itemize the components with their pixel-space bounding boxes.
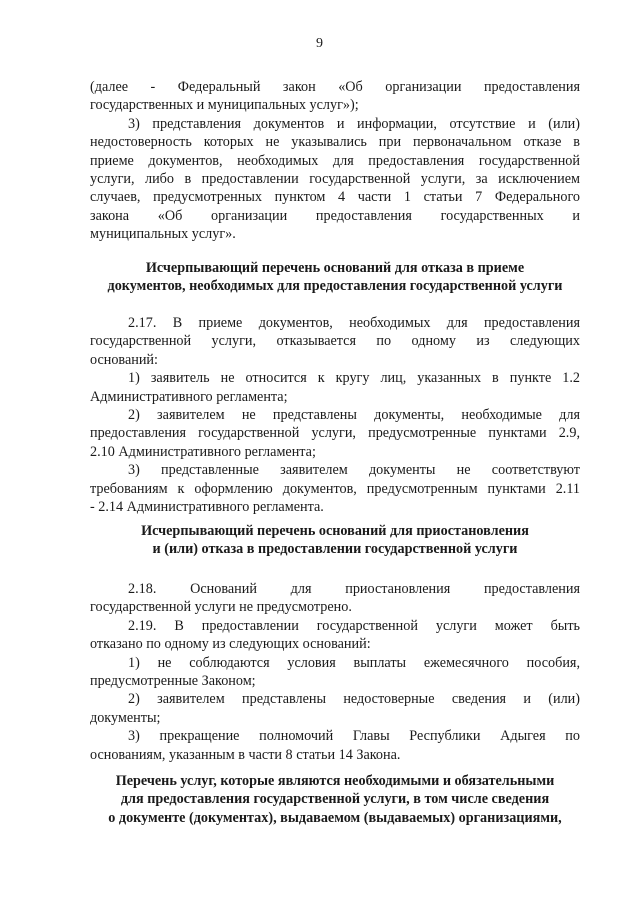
text-line: закона «Об организации предоставления государственных и	[90, 207, 580, 224]
text-line: государственной услуги, отказывается по одному из следующих	[90, 333, 580, 350]
intro-paragraph	[90, 78, 580, 244]
text-line: приеме документов, необходимых для предоставления государственной	[90, 152, 580, 169]
text-line: 3) прекращение полномочий Главы Республики Адыгея по	[128, 728, 580, 745]
heading-line: для предоставления государственной услуги, в том числе сведения	[120, 791, 550, 808]
text-line: (далее - Федеральный закон «Об организации предоставления	[90, 79, 580, 95]
text-line: 2.19. В предоставлении государственной услуги может быть	[128, 617, 580, 634]
text-line: муниципальных услуг».	[90, 226, 236, 243]
section-2-17	[90, 314, 580, 516]
text-line: 2) заявителем представлены недостоверные сведения и (или)	[128, 691, 580, 708]
section-2-18-2-19	[90, 580, 580, 764]
section-heading-required-services	[70, 772, 600, 827]
text-line: 2.10 Административного регламента;	[90, 443, 316, 460]
text-line: оснований:	[90, 351, 158, 368]
section-heading-refusal-documents	[70, 259, 600, 296]
text-line: 3) представления документов и информации, отсутствие и (или)	[128, 115, 580, 132]
text-line: предусмотренные Законом;	[90, 673, 256, 690]
text-line: 1) заявитель не относится к кругу лиц, указанных в пункте 1.2	[128, 370, 580, 387]
text-line: 2.18. Оснований для приостановления предоставления	[128, 581, 580, 597]
heading-line: Исчерпывающий перечень оснований для приостановления	[141, 523, 529, 539]
text-line: услуги, либо в предоставлении государственной услуги, за исключением	[90, 171, 580, 188]
text-line: 1) не соблюдаются условия выплаты ежемесячного пособия,	[128, 654, 580, 671]
heading-line: Исчерпывающий перечень оснований для отказа в приеме	[145, 260, 525, 276]
text-line: основаниям, указанным в части 8 статьи 14 Закона.	[90, 746, 401, 763]
text-line: требованиям к оформлению документов, предусмотренным пунктами 2.11	[90, 480, 580, 497]
text-line: 2) заявителем не представлены документы, необходимые для	[128, 407, 580, 424]
text-line: 2.17. В приеме документов, необходимых для предоставления	[128, 315, 580, 331]
text-line: государственных и муниципальных услуг»);	[90, 97, 359, 114]
text-line: отказано по одному из следующих оснований:	[90, 636, 371, 653]
heading-line: документов, необходимых для предоставления государственной услуги	[107, 278, 563, 295]
text-line: - 2.14 Административного регламента.	[90, 499, 324, 516]
text-line: государственной услуги не предусмотрено.	[90, 599, 352, 616]
text-line: случаев, предусмотренных пунктом 4 части 1 статьи 7 Федерального	[90, 189, 580, 206]
heading-line: и (или) отказа в предоставлении государственной услуги	[152, 541, 518, 558]
page-number: 9	[316, 36, 323, 51]
heading-line: Перечень услуг, которые являются необходимыми и обязательными	[115, 773, 555, 789]
text-line: документы;	[90, 709, 161, 726]
text-line: 3) представленные заявителем документы не соответствуют	[128, 462, 580, 479]
heading-line: о документе (документах), выдаваемом (выдаваемых) организациями,	[108, 809, 562, 826]
text-line: Административного регламента;	[90, 388, 288, 405]
text-line: недостоверность которых не указывались при первоначальном отказе в	[90, 134, 580, 151]
text-line: предоставления государственной услуги, предусмотренные пунктами 2.9,	[90, 425, 580, 442]
section-heading-suspension-refusal	[70, 522, 600, 559]
